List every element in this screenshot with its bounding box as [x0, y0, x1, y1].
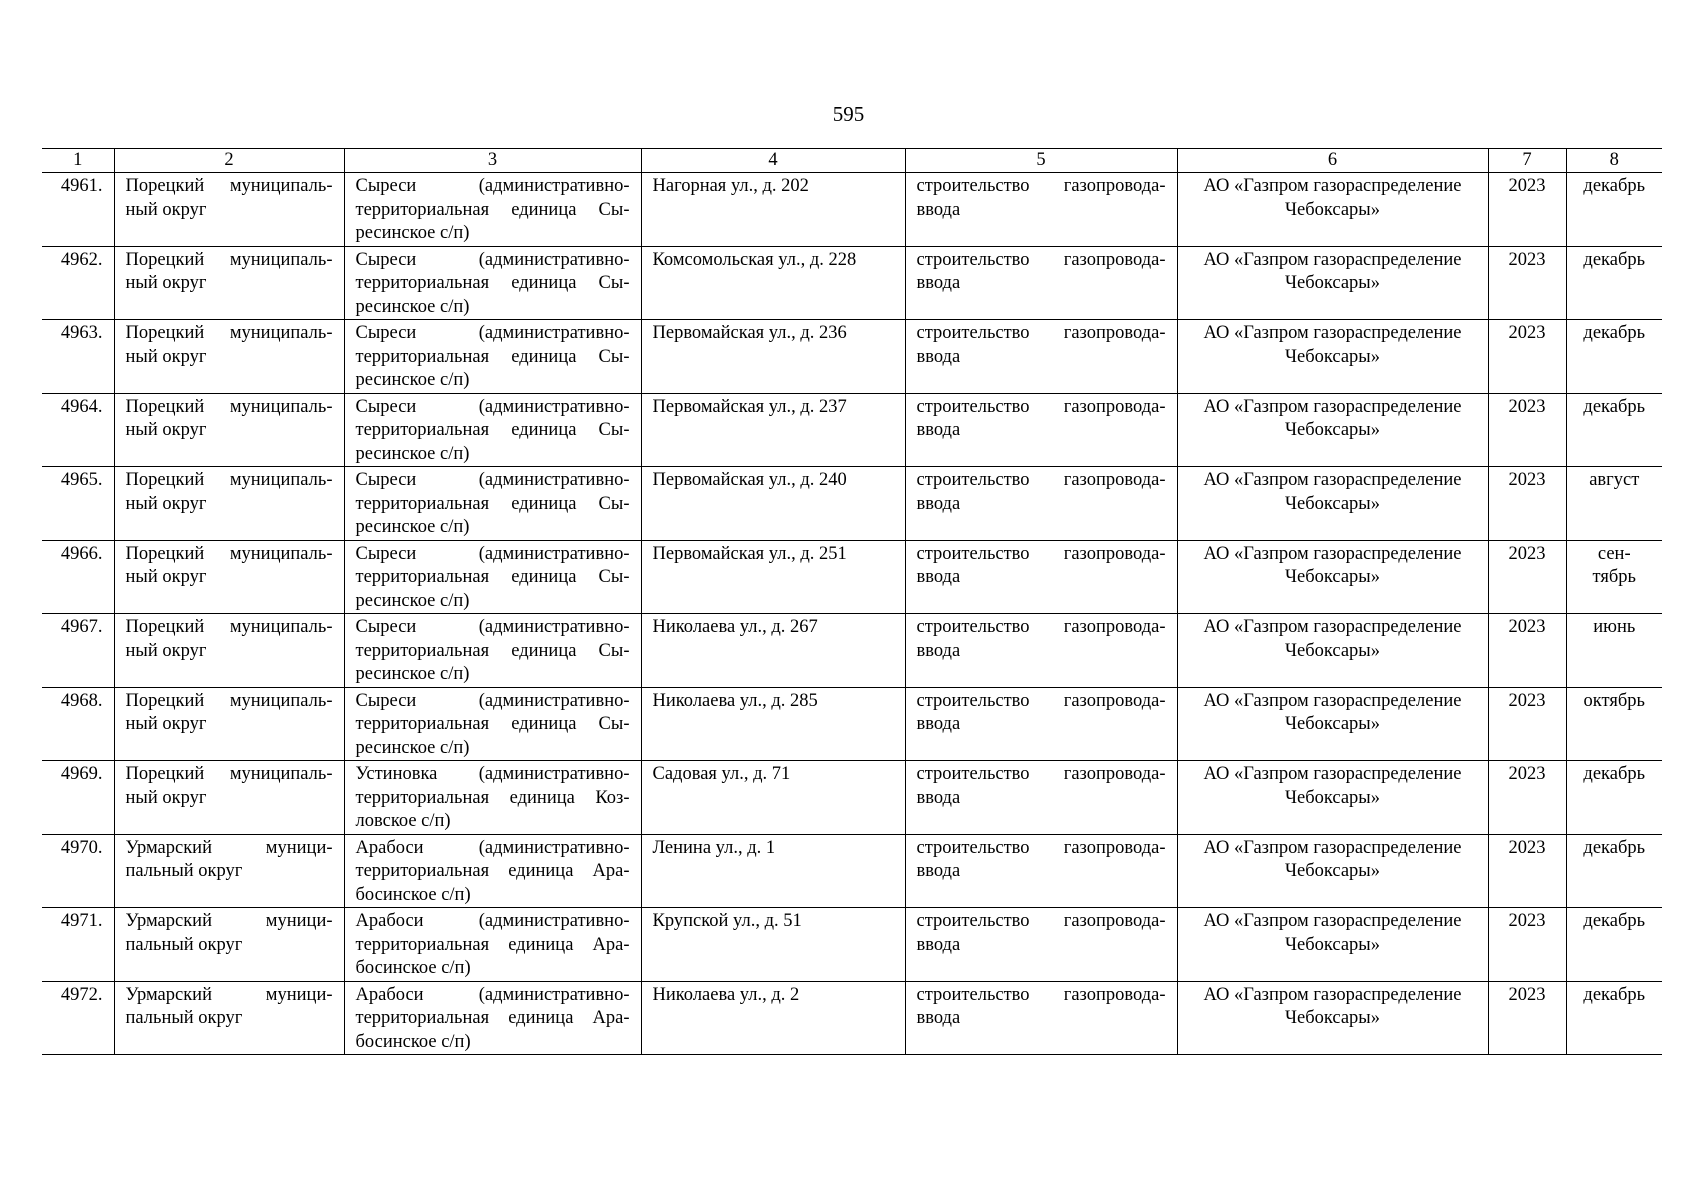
district-cell: Порецкий муниципаль-ный округ: [114, 467, 344, 541]
month-cell: октябрь: [1566, 687, 1662, 761]
settlement-cell: Арабоси (административно-территориальная единица Ара-босинское с/п): [344, 834, 641, 908]
address-cell: Николаева ул., д. 285: [641, 687, 905, 761]
work-type-cell: строительство газопровода-ввода: [905, 467, 1177, 541]
district-cell: Порецкий муниципаль-ный округ: [114, 246, 344, 320]
organization-cell: АО «Газпром газораспределение Чебоксары»: [1177, 467, 1488, 541]
settlement-cell: Арабоси (административно-территориальная единица Ара-босинское с/п): [344, 908, 641, 982]
year-cell: 2023: [1488, 687, 1566, 761]
work-type-cell: строительство газопровода-ввода: [905, 834, 1177, 908]
month-cell: декабрь: [1566, 173, 1662, 247]
row-number: 4961.: [42, 173, 114, 247]
organization-cell: АО «Газпром газораспределение Чебоксары»: [1177, 687, 1488, 761]
address-cell: Первомайская ул., д. 251: [641, 540, 905, 614]
month-cell: декабрь: [1566, 761, 1662, 835]
row-number: 4970.: [42, 834, 114, 908]
settlement-cell: Сыреси (административно-территориальная единица Сы-ресинское с/п): [344, 687, 641, 761]
column-header: 5: [905, 149, 1177, 173]
year-cell: 2023: [1488, 467, 1566, 541]
table-row: [42, 908, 1662, 982]
district-cell: Порецкий муниципаль-ный округ: [114, 393, 344, 467]
table-row: [42, 246, 1662, 320]
month-cell: июнь: [1566, 614, 1662, 688]
settlement-cell: Сыреси (административно-территориальная единица Сы-ресинское с/п): [344, 320, 641, 394]
work-type-cell: строительство газопровода-ввода: [905, 908, 1177, 982]
column-header: 3: [344, 149, 641, 173]
page-number: 595: [832, 102, 865, 126]
organization-cell: АО «Газпром газораспределение Чебоксары»: [1177, 246, 1488, 320]
table-row: [42, 540, 1662, 614]
table-row: [42, 687, 1662, 761]
organization-cell: АО «Газпром газораспределение Чебоксары»: [1177, 614, 1488, 688]
settlement-cell: Устиновка (административно-территориальная единица Коз-ловское с/п): [344, 761, 641, 835]
header-row: [42, 149, 1662, 173]
address-cell: Николаева ул., д. 267: [641, 614, 905, 688]
gas-pipeline-schedule-table: [42, 148, 1662, 1055]
year-cell: 2023: [1488, 614, 1566, 688]
row-number: 4969.: [42, 761, 114, 835]
address-cell: Комсомольская ул., д. 228: [641, 246, 905, 320]
column-header: 8: [1566, 149, 1662, 173]
district-cell: Порецкий муниципаль-ный округ: [114, 761, 344, 835]
table-row: [42, 320, 1662, 394]
district-cell: Порецкий муниципаль-ный округ: [114, 320, 344, 394]
table-row: [42, 173, 1662, 247]
district-cell: Урмарский муници-пальный округ: [114, 908, 344, 982]
table-row: [42, 834, 1662, 908]
month-cell: сен-тябрь: [1566, 540, 1662, 614]
work-type-cell: строительство газопровода-ввода: [905, 761, 1177, 835]
month-cell: декабрь: [1566, 393, 1662, 467]
organization-cell: АО «Газпром газораспределение Чебоксары»: [1177, 540, 1488, 614]
year-cell: 2023: [1488, 908, 1566, 982]
row-number: 4971.: [42, 908, 114, 982]
row-number: 4964.: [42, 393, 114, 467]
address-cell: Нагорная ул., д. 202: [641, 173, 905, 247]
year-cell: 2023: [1488, 981, 1566, 1055]
district-cell: Порецкий муниципаль-ный округ: [114, 540, 344, 614]
column-header: 7: [1488, 149, 1566, 173]
organization-cell: АО «Газпром газораспределение Чебоксары»: [1177, 834, 1488, 908]
district-cell: Порецкий муниципаль-ный округ: [114, 687, 344, 761]
work-type-cell: строительство газопровода-ввода: [905, 687, 1177, 761]
year-cell: 2023: [1488, 834, 1566, 908]
address-cell: Первомайская ул., д. 237: [641, 393, 905, 467]
work-type-cell: строительство газопровода-ввода: [905, 173, 1177, 247]
organization-cell: АО «Газпром газораспределение Чебоксары»: [1177, 320, 1488, 394]
settlement-cell: Сыреси (административно-территориальная единица Сы-ресинское с/п): [344, 393, 641, 467]
address-cell: Первомайская ул., д. 236: [641, 320, 905, 394]
row-number: 4972.: [42, 981, 114, 1055]
table-row: [42, 467, 1662, 541]
row-number: 4967.: [42, 614, 114, 688]
address-cell: Первомайская ул., д. 240: [641, 467, 905, 541]
work-type-cell: строительство газопровода-ввода: [905, 393, 1177, 467]
year-cell: 2023: [1488, 540, 1566, 614]
month-cell: декабрь: [1566, 981, 1662, 1055]
settlement-cell: Сыреси (административно-территориальная единица Сы-ресинское с/п): [344, 467, 641, 541]
row-number: 4968.: [42, 687, 114, 761]
row-number: 4966.: [42, 540, 114, 614]
district-cell: Порецкий муниципаль-ный округ: [114, 614, 344, 688]
address-cell: Ленина ул., д. 1: [641, 834, 905, 908]
district-cell: Порецкий муниципаль-ный округ: [114, 173, 344, 247]
table-row: [42, 614, 1662, 688]
settlement-cell: Сыреси (административно-территориальная единица Сы-ресинское с/п): [344, 173, 641, 247]
work-type-cell: строительство газопровода-ввода: [905, 614, 1177, 688]
month-cell: декабрь: [1566, 834, 1662, 908]
column-header: 1: [42, 149, 114, 173]
row-number: 4965.: [42, 467, 114, 541]
work-type-cell: строительство газопровода-ввода: [905, 540, 1177, 614]
settlement-cell: Арабоси (административно-территориальная единица Ара-босинское с/п): [344, 981, 641, 1055]
table-row: [42, 761, 1662, 835]
year-cell: 2023: [1488, 173, 1566, 247]
year-cell: 2023: [1488, 393, 1566, 467]
organization-cell: АО «Газпром газораспределение Чебоксары»: [1177, 173, 1488, 247]
organization-cell: АО «Газпром газораспределение Чебоксары»: [1177, 393, 1488, 467]
year-cell: 2023: [1488, 246, 1566, 320]
settlement-cell: Сыреси (административно-территориальная единица Сы-ресинское с/п): [344, 246, 641, 320]
table-row: [42, 393, 1662, 467]
work-type-cell: строительство газопровода-ввода: [905, 320, 1177, 394]
address-cell: Крупской ул., д. 51: [641, 908, 905, 982]
settlement-cell: Сыреси (административно-территориальная единица Сы-ресинское с/п): [344, 614, 641, 688]
row-number: 4963.: [42, 320, 114, 394]
row-number: 4962.: [42, 246, 114, 320]
month-cell: август: [1566, 467, 1662, 541]
address-cell: Николаева ул., д. 2: [641, 981, 905, 1055]
organization-cell: АО «Газпром газораспределение Чебоксары»: [1177, 761, 1488, 835]
address-cell: Садовая ул., д. 71: [641, 761, 905, 835]
district-cell: Урмарский муници-пальный округ: [114, 834, 344, 908]
district-cell: Урмарский муници-пальный округ: [114, 981, 344, 1055]
work-type-cell: строительство газопровода-ввода: [905, 981, 1177, 1055]
month-cell: декабрь: [1566, 246, 1662, 320]
organization-cell: АО «Газпром газораспределение Чебоксары»: [1177, 981, 1488, 1055]
column-header: 2: [114, 149, 344, 173]
month-cell: декабрь: [1566, 908, 1662, 982]
table-row: [42, 981, 1662, 1055]
column-header: 4: [641, 149, 905, 173]
year-cell: 2023: [1488, 320, 1566, 394]
month-cell: декабрь: [1566, 320, 1662, 394]
settlement-cell: Сыреси (административно-территориальная единица Сы-ресинское с/п): [344, 540, 641, 614]
organization-cell: АО «Газпром газораспределение Чебоксары»: [1177, 908, 1488, 982]
year-cell: 2023: [1488, 761, 1566, 835]
column-header: 6: [1177, 149, 1488, 173]
work-type-cell: строительство газопровода-ввода: [905, 246, 1177, 320]
